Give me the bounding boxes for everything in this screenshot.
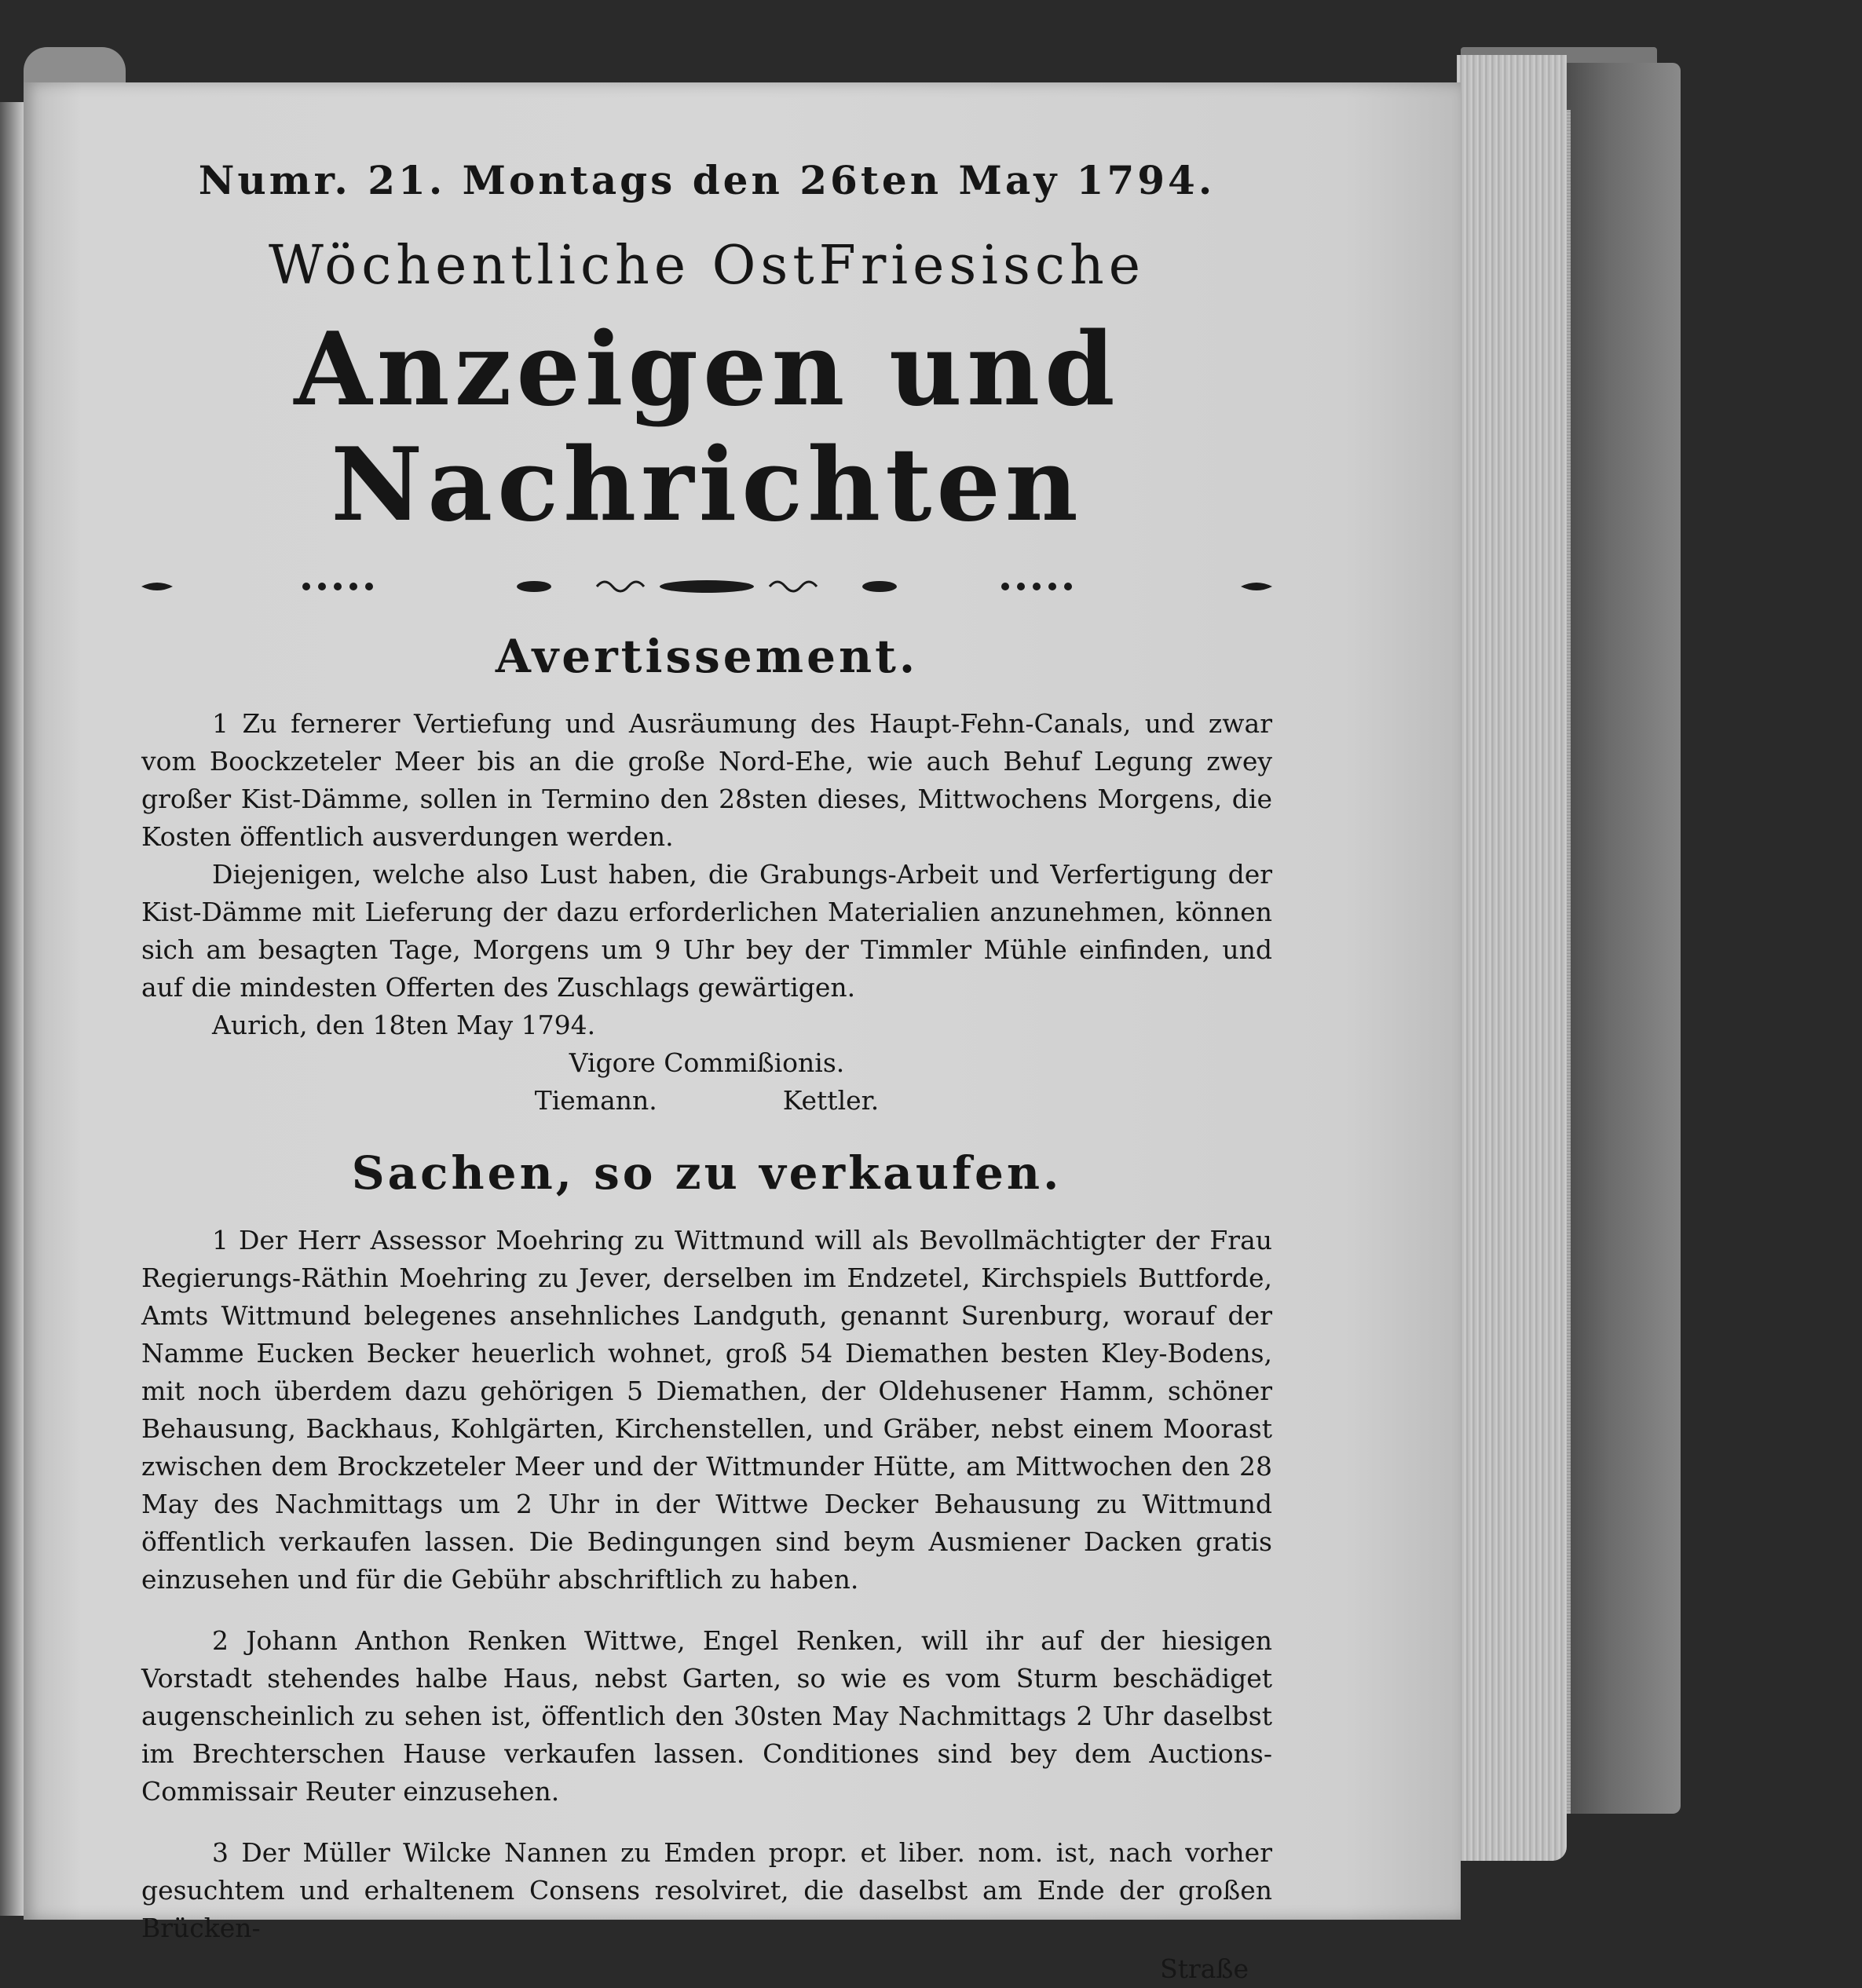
sale-item-1: 1 Der Herr Assessor Moehring zu Wittmund will als Bevollmächtigter der Frau Regierungs-Räthin Moehring zu Jever, derselben im Endzetel, Kirchspiels Buttforde, Amts Wittmund belegenes ansehnliches Landguth, genannt Surenburg, worauf der Namme Eucken Becker heuerlich wohnet, groß 54 Diemathen besten Kley-Bodens, mit noch überdem dazu gehörigen 5 Diemathen, der Oldehusener Hamm, schöner Behausung, Backhaus, Kohlgärten, Kirchenstellen, und Gräber, nebst einem Moorast zwischen dem Brockzeteler Meer und der Wittmunder Hütte, am Mittwochen den 28 May des Nachmittags um 2 Uhr in der Wittwe Decker Behausung zu Wittmund öffentlich verkaufen lassen. Die Bedingungen sind beym Ausmiener Dacken gratis einzusehen und für die Gebühr abschriftlich zu haben. <box>141 1225 1272 1595</box>
ornamental-rule <box>141 575 1272 598</box>
section-heading-sachen: Sachen, so zu verkaufen. <box>351 1146 1063 1200</box>
masthead-title: Anzeigen und Nachrichten <box>294 311 1120 545</box>
signature-left: Tiemann. <box>534 1085 657 1116</box>
left-page-edge <box>0 102 24 1916</box>
avertissement-paragraph-2: Diejenigen, welche also Lust haben, die Grabungs-Arbeit und Verfertigung der Kist-Dämme mit Lieferung der dazu erforderlichen Materialien anzunehmen, können sich am besagten Tage, Morgens um 9 Uhr bey der Timmler Mühle einfinden, und auf die mindesten Offerten des Zuschlags gewärtigen. <box>141 859 1272 1003</box>
avertissement-paragraph-1: 1 Zu fernerer Vertiefung und Ausräumung des Haupt-Fehn-Canals, und zwar vom Boockzeteler Meer bis an die große Nord-Ehe, wie auch Behuf Legung zwey großer Kist-Dämme, sollen in Termino den 28sten dieses, Mittwochens Morgens, die Kosten öffentlich ausverdungen werden. <box>141 708 1272 853</box>
ornament-divider-icon <box>141 575 1272 598</box>
page-stack <box>1457 55 1567 1861</box>
page-content <box>141 157 1272 1988</box>
masthead-subtitle: Wöchentliche OstFriesische <box>268 235 1145 297</box>
sale-item-2: 2 Johann Anthon Renken Wittwe, Engel Renken, will ihr auf der hiesigen Vorstadt stehendes halbe Haus, nebst Garten, so wie es vom Sturm beschädiget augenscheinlich zu sehen ist, öffentlich den 30sten May Nachmittags 2 Uhr daselbst im Brechterschen Hause verkaufen lassen. Conditiones sind bey dem Auctions-Commissair Reuter einzusehen. <box>141 1625 1272 1807</box>
dateline: Aurich, den 18ten May 1794. <box>212 1010 596 1041</box>
book-cover <box>1563 63 1681 1814</box>
catchword: Straße <box>1160 1953 1249 1985</box>
sale-item-3: 3 Der Müller Wilcke Nannen zu Emden propr. et liber. nom. ist, nach vorher gesuchtem und erhaltenem Consens resolviret, die daselbst am Ende der großen Brücken- <box>141 1837 1272 1944</box>
signature-right: Kettler. <box>782 1085 880 1116</box>
section-heading-avertissement: Avertissement. <box>495 630 919 684</box>
vigore-line: Vigore Commißionis. <box>569 1047 845 1079</box>
signatures <box>141 1082 1272 1120</box>
issue-line: Numr. 21. Montags den 26ten May 1794. <box>198 157 1216 203</box>
